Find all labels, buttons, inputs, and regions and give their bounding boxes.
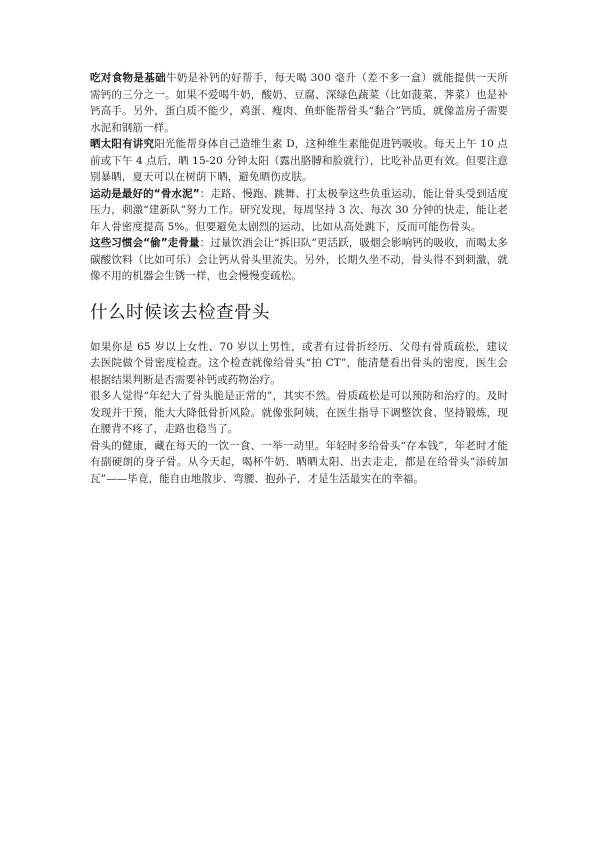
paragraph-conclusion: 骨头的健康，藏在每天的一饮一食、一举一动里。年轻时多给骨头“存本钱”，年老时才能有副硬朗的身子骨。从今天起，喝杯牛奶、晒晒太阳、出去走走，都是在给骨头“添砖加瓦”——毕竟，能自由地散步、弯腰、抱孙子，才是生活最实在的幸福。 bbox=[90, 439, 508, 485]
paragraph-text: 阳光能帮身体自己造维生素 D，这种维生素能促进钙吸收。每天上午 10 点前或下午 4 点后，晒 15-20 分钟太阳（露出胳膊和脸就行），比吃补品更有效。但要注意别暴晒，夏天可以在树荫下晒，避免晒伤皮肤。 bbox=[90, 138, 508, 183]
paragraph-text: ：过量饮酒会让“拆旧队”更活跃，吸烟会影响钙的吸收，而喝太多碳酸饮料（比如可乐）会让钙从骨头里流失。另外，长期久坐不动，骨头得不到刺激，就像不用的机器会生锈一样，也会慢慢变疏松。 bbox=[90, 237, 508, 282]
paragraph-diet bbox=[90, 70, 508, 136]
document-page bbox=[90, 70, 508, 487]
paragraph-lead: 吃对食物是基础 bbox=[90, 72, 166, 84]
paragraph-exercise bbox=[90, 186, 508, 236]
paragraph-sunlight bbox=[90, 136, 508, 186]
paragraph-bad-habits bbox=[90, 235, 508, 285]
section-heading: 什么时候该去检查骨头 bbox=[90, 302, 270, 323]
paragraph-prevention: 很多人觉得“年纪大了骨头脆是正常的”，其实不然。骨质疏松是可以预防和治疗的。及时发现并干预，能大大降低骨折风险。就像张阿姨，在医生指导下调整饮食、坚持锻炼，现在腰背不疼了，走路也稳当了。 bbox=[90, 390, 508, 435]
paragraph-lead: 晒太阳有讲究 bbox=[90, 138, 155, 150]
paragraph-lead: 这些习惯会“偷”走骨量 bbox=[90, 237, 200, 249]
paragraph-text: ：走路、慢跑、跳舞、打太极拳这些负重运动，能让骨头受到适度压力，刺激“建新队”努力工作。研究发现，每周坚持 3 次、每次 30 分钟的快走，能让老年人骨密度提高 5%。但要避免太剧烈的运动，比如从高处跳下，反而可能伤骨头。 bbox=[90, 187, 509, 233]
paragraph-screening: 如果你是 65 岁以上女性、70 岁以上男性，或者有过骨折经历、父母有骨质疏松，建议去医院做个骨密度检查。这个检查就像给骨头“拍 CT”，能清楚看出骨头的密度，医生会根据结果判断是否需要补钙或药物治疗。 bbox=[90, 340, 508, 386]
paragraph-text: 牛奶是补钙的好帮手，每天喝 300 毫升（差不多一盒）就能提供一天所需钙的三分之一。如果不爱喝牛奶，酸奶、豆腐、深绿色蔬菜（比如菠菜、荠菜）也是补钙高手。另外，蛋白质不能少，鸡蛋、瘦肉、鱼虾能帮骨头“黏合”钙质，就像盖房子需要水泥和钢筋一样。 bbox=[90, 72, 508, 134]
paragraph-lead: 运动是最好的“骨水泥” bbox=[90, 187, 200, 200]
